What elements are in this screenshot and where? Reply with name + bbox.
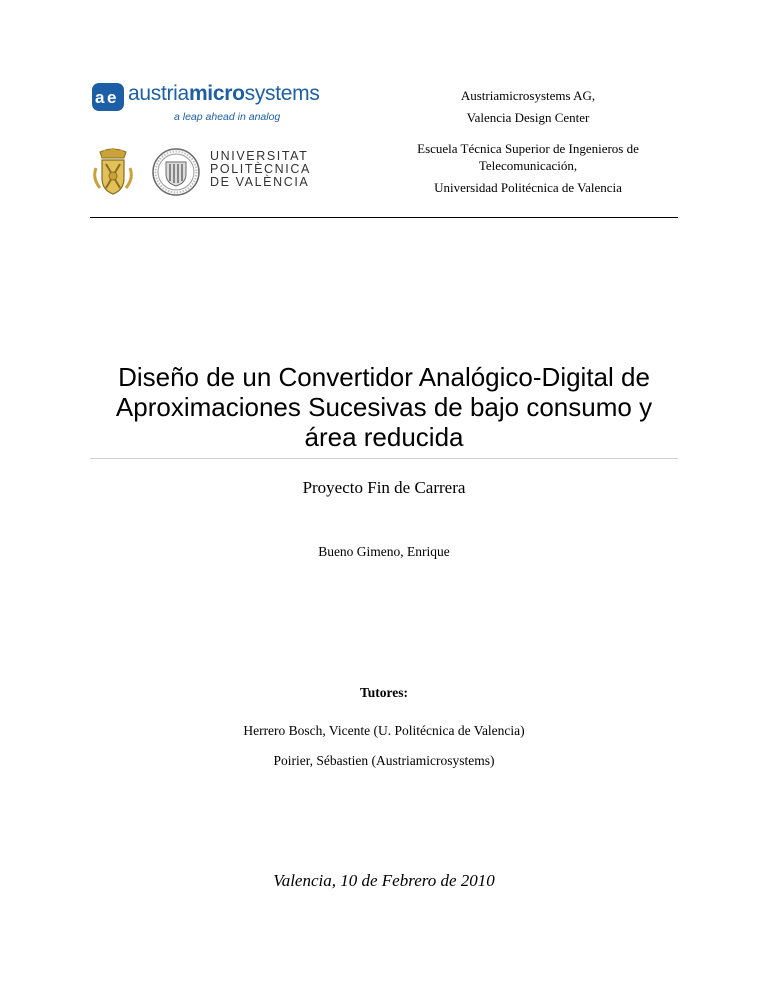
ams-wordmark — [128, 82, 320, 106]
university-name: Universidad Politécnica de Valencia — [434, 180, 622, 195]
upv-wordmark-line-1: UNIVERSITAT — [210, 149, 309, 163]
title-divider — [90, 458, 678, 459]
school-name: Escuela Técnica Superior de Ingenieros de Telecomunicación, — [417, 141, 639, 173]
crest-icon — [92, 148, 134, 196]
svg-text:e: e — [107, 88, 117, 107]
upv-seal-icon — [152, 148, 200, 196]
place-and-date: Valencia, 10 de Febrero de 2010 — [273, 871, 495, 890]
tutor-item: Poirier, Sébastien (Austriamicrosystems) — [273, 753, 495, 768]
upv-wordmark — [210, 150, 311, 189]
upv-wordmark-line-2: POLITÈCNICA — [210, 162, 311, 176]
ams-tagline: a leap ahead in analog — [174, 111, 281, 123]
thesis-title: Diseño de un Convertidor Analógico-Digital de Aproximaciones Sucesivas de bajo consumo y área reducida — [115, 362, 653, 452]
ams-wordmark-part1: austria — [128, 82, 189, 105]
ams-wordmark-part3: systems — [244, 82, 320, 105]
tutor-item: Herrero Bosch, Vicente (U. Politécnica de Valencia) — [243, 723, 525, 738]
svg-text:a: a — [95, 88, 105, 107]
ams-wordmark-part2: micro — [188, 82, 245, 105]
author-name: Bueno Gimeno, Enrique — [318, 544, 450, 559]
upv-wordmark-line-3: DE VALÈNCIA — [210, 175, 310, 189]
document-type: Proyecto Fin de Carrera — [302, 478, 466, 497]
company-center: Valencia Design Center — [466, 110, 590, 125]
header-divider — [90, 217, 678, 218]
company-name: Austriamicrosystems AG, — [460, 88, 596, 103]
tutors-heading: Tutores: — [359, 685, 408, 700]
austriamicrosystems-logo — [92, 80, 320, 124]
ams-logo-icon — [92, 83, 124, 111]
